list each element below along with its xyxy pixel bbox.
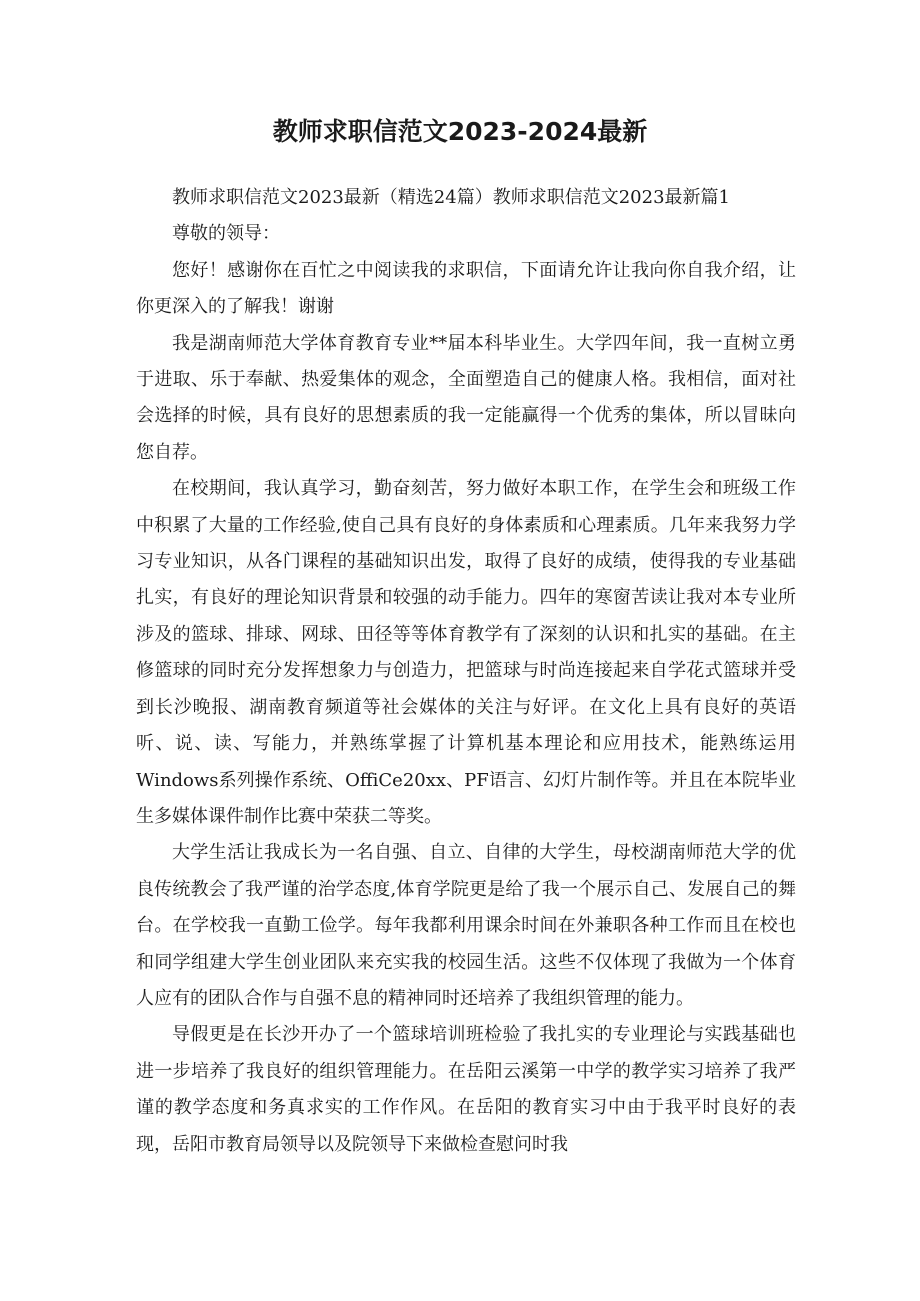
paragraph-intro: 教师求职信范文2023最新（精选24篇）教师求职信范文2023最新篇1 <box>172 187 730 208</box>
paragraph-internship: 导假更是在长沙开办了一个篮球培训班检验了我扎实的专业理论与实践基础也进一步培养了我良好的组织管理能力。在岳阳云溪第一中学的教学实习培养了我严谨的教学态度和务真求实的工作作风。在岳阳的教育实习中由于我平时良好的表现，岳阳市教育局领导以及院领导下来做检查慰问时我 <box>136 1024 796 1155</box>
paragraph-greeting: 您好！感谢你在百忙之中阅读我的求职信，下面请允许让我向你自我介绍，让你更深入的了解我！谢谢 <box>136 259 796 318</box>
paragraph-salutation: 尊敬的领导： <box>172 223 280 245</box>
document-body <box>136 180 796 1163</box>
paragraph-self-introduction: 我是湖南师范大学体育教育专业**届本科毕业生。大学四年间，我一直树立勇于进取、乐于奉献、热爱集体的观念，全面塑造自己的健康人格。我相信，面对社会选择的时候，具有良好的思想素质的我一定能赢得一个优秀的集体，所以冒昧向您自荐。 <box>136 332 796 463</box>
paragraph-university-life: 大学生活让我成长为一名自强、自立、自律的大学生，母校湖南师范大学的优良传统教会了我严谨的治学态度,体育学院更是给了我一个展示自己、发展自己的舞台。在学校我一直勤工俭学。每年我都利用课余时间在外兼职各种工作而且在校也和同学组建大学生创业团队来充实我的校园生活。这些不仅体现了我做为一个体育人应有的团队合作与自强不息的精神同时还培养了我组织管理的能力。 <box>136 842 796 1009</box>
paragraph-school-performance: 在校期间，我认真学习，勤奋刻苦，努力做好本职工作，在学生会和班级工作中积累了大量的工作经验,使自己具有良好的身体素质和心理素质。几年来我努力学习专业知识，从各门课程的基础知识出发，取得了良好的成绩，使得我的专业基础扎实，有良好的理论知识背景和较强的动手能力。四年的寒窗苦读让我对本专业所涉及的篮球、排球、网球、田径等等体育教学有了深刻的认识和扎实的基础。在主修篮球的同时充分发挥想象力与创造力，把篮球与时尚连接起来自学花式篮球并受到长沙晚报、湖南教育频道等社会媒体的关注与好评。在文化上具有良好的英语听、说、读、写能力，并熟练掌握了计算机基本理论和应用技术，能熟练运用Windows系列操作系统、OffiCe20xx、PF语言、幻灯片制作等。并且在本院毕业生多媒体课件制作比赛中荣获二等奖。 <box>136 478 796 827</box>
document-title: 教师求职信范文2023-2024最新 <box>272 117 648 146</box>
